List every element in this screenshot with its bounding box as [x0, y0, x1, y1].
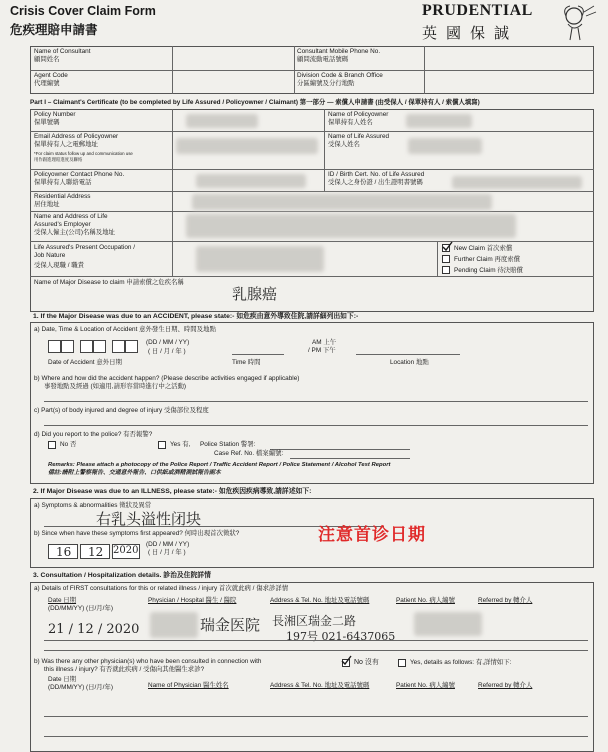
police-yes-checkbox[interactable] [158, 441, 166, 449]
accident-date-format-zh: ( 日 / 月 / 年 ) [148, 348, 186, 355]
major-disease-value: 乳腺癌 [232, 285, 278, 303]
accident-date-label: a) Date, Time & Location of Accident 意外發生日期、時間及地點 [34, 326, 216, 333]
agent-code-label-zh: 代理編號 [34, 80, 60, 87]
consultant-mobile-label-zh: 顧問流動電話號碼 [297, 56, 349, 63]
b-col-address-label: Address & Tel. No. 地址及電話號碼 [270, 682, 370, 689]
symptom-date-format-zh: ( 日 / 月 / 年 ) [148, 549, 186, 556]
redacted-patient-number [414, 612, 482, 636]
b-col-referred-label: Referred by 轉介人 [478, 682, 533, 689]
section2-heading: 2. If Major Disease was due to an ILLNESS, please state:- 如危疾因疾病導致,請詳述如下: [33, 488, 312, 495]
redacted-residential-address [192, 194, 492, 210]
symptom-day-value: 16 [56, 545, 72, 559]
col-date-format: (DD/MM/YY) (日/月/年) [48, 605, 113, 612]
id-number-label-zh: 受保人之身份證 / 出生證明書號碼 [328, 179, 423, 186]
col-address-label: Address & Tel. No. 地址及電話號碼 [270, 597, 370, 604]
policy-number-label: Policy Number [34, 111, 76, 118]
contact-phone-label-zh: 保單持有人聯絡電話 [34, 179, 92, 186]
other-physician-no-label: No 沒有 [354, 659, 379, 666]
police-yes-label: Yes 有, [170, 441, 191, 448]
form-title-zh: 危疾理賠申請書 [10, 23, 98, 37]
b-col-date-format: (DD/MM/YY) (日/月/年) [48, 684, 113, 691]
email-label: Email Address of Policyowner [34, 133, 119, 140]
policyowner-name-label: Name of Policyowner [328, 111, 389, 118]
other-physician-yes-label: Yes, details as follows: 有,詳情如下: [410, 659, 512, 666]
redacted-policy-number [186, 114, 258, 128]
employer-label-zh: 受保人僱主(公司)名稱及地址 [34, 229, 115, 236]
accident-month-box-1[interactable] [80, 340, 93, 353]
symptoms-value: 右乳头溢性闭块 [96, 510, 202, 528]
symptoms-first-appeared-label: b) Since when have these symptoms first appeared? 何時出現首次徵狀? [34, 530, 240, 537]
case-ref-label: Case Ref. No. 檔案編號: [214, 450, 284, 457]
new-claim-label: New Claim 首次索償 [454, 245, 513, 252]
contact-phone-label: Policyowner Contact Phone No. [34, 171, 125, 178]
accident-how-label-zh: 事發地點及經過 (如適用,請形容當時進行中之活動) [44, 383, 187, 390]
pending-claim-label: Pending Claim 待決賠償 [454, 267, 523, 274]
remarks-zh: 備註:請附上警察報告、交通意外報告、口供紙或酒精測試報告副本 [48, 470, 221, 476]
police-no-label: No 否 [60, 441, 77, 448]
email-note-zh: 用作跟進理賠進度及聯絡 [34, 157, 83, 162]
redacted-employer [186, 214, 516, 238]
check-mark-icon [442, 241, 453, 252]
col-physician-label: Physician / Hospital 醫生 / 醫院 [148, 597, 237, 604]
date-of-accident-label: Date of Accident 意外日期 [48, 359, 122, 366]
part1-heading: Part I – Claimant's Certificate (to be completed by Life Assured / Policyowner / Claimant) 第一部分 — 索償人申請書 (由受保人 / 保單持有人 / 索償人填寫) [30, 99, 480, 106]
employer-label-1: Name and Address of Life [34, 213, 108, 220]
time-label: Time 時間 [232, 359, 261, 366]
agent-code-label: Agent Code [34, 72, 68, 79]
redacted-occupation [196, 246, 324, 272]
residential-address-label: Residential Address [34, 193, 91, 200]
form-title-en: Crisis Cover Claim Form [10, 4, 156, 18]
accident-how-label: b) Where and how did the accident happen? (Please describe activities engaged if applicable) [34, 375, 300, 382]
pending-claim-checkbox[interactable] [442, 266, 450, 274]
consultant-name-field[interactable] [172, 47, 293, 69]
redacted-physician-name [150, 612, 198, 638]
redacted-owner-name [406, 114, 472, 128]
b-col-name-label: Name of Physician 醫生姓名 [148, 682, 229, 689]
redacted-id-number [452, 176, 582, 189]
redacted-assured-name [408, 138, 482, 154]
pm-label: / PM 下午 [308, 347, 336, 354]
b-col-date-label: Date 日期 [48, 676, 77, 683]
symptom-date-format: (DD / MM / YY) [146, 541, 190, 548]
police-station-label: Police Station 警署: [200, 441, 256, 448]
remarks-en: Remarks: Please attach a photocopy of the Police Report / Traffic Accident Report / Police Statement / Alcohol Test Report [48, 462, 391, 468]
first-consultation-address-line2: 197号 021-6437065 [286, 630, 396, 643]
accident-day-box-2[interactable] [61, 340, 74, 353]
prudential-logo [420, 2, 600, 46]
brand-name-zh: 英國保誠 [422, 25, 519, 42]
col-date-label: Date 日期 [48, 597, 77, 604]
col-referred-label: Referred by 轉介人 [478, 597, 533, 604]
first-consultation-label: a) Details of FIRST consultations for this or related illness / injury 首次就此病 / 傷求診詳情 [34, 585, 289, 592]
redacted-email [176, 138, 318, 154]
first-consultation-hospital-value: 瑞金医院 [200, 616, 261, 634]
employer-label-2: Assured's Employer [34, 221, 91, 228]
policyowner-name-label-zh: 保單持有人姓名 [328, 119, 373, 126]
further-claim-checkbox[interactable] [442, 255, 450, 263]
first-consultation-address-line1: 長湘区瑞金二路 [272, 614, 357, 628]
section3-heading: 3. Consultation / Hospitalization details. 診治及住院詳情 [33, 572, 211, 579]
occupation-label-2: Job Nature [34, 252, 66, 259]
first-consultation-date-value: 21 / 12 / 2020 [48, 622, 140, 637]
policy-number-label-zh: 保單號碼 [34, 119, 60, 126]
redacted-contact-phone [196, 174, 306, 188]
brand-name-en: PRUDENTIAL [422, 2, 533, 19]
consultant-name-label: Name of Consultant [34, 48, 91, 55]
police-no-checkbox[interactable] [48, 441, 56, 449]
major-disease-label: Name of Major Disease to claim 申請索償之危疾名稱 [34, 279, 184, 286]
accident-date-format: (DD / MM / YY) [146, 339, 190, 346]
further-claim-label: Further Claim 再度索償 [454, 256, 521, 263]
accident-month-box-2[interactable] [93, 340, 106, 353]
location-label: Location 地點 [390, 359, 429, 366]
email-note: *For claim status follow up and communication use [34, 151, 133, 156]
consultant-name-label-zh: 顧問姓名 [34, 56, 60, 63]
check-mark-icon [341, 655, 352, 666]
id-number-label: ID / Birth Cert. No. of Life Assured [328, 171, 425, 178]
email-label-zh: 保單持有人之電郵地址 [34, 141, 98, 148]
section1-heading: 1. If the Major Disease was due to an ACCIDENT, please state:- 如危疾由意外導致住院,請詳細列出如下:- [33, 313, 359, 320]
symptom-month-value: 12 [88, 545, 104, 559]
accident-year-box-1[interactable] [112, 340, 125, 353]
police-report-label: d) Did you report to the police? 有否報警? [34, 431, 153, 438]
first-visit-date-annotation: 注意首诊日期 [318, 525, 426, 544]
other-physician-label-zh: this illness / injury? 有否就此疾病 / 受傷向其他醫生求診? [44, 666, 205, 673]
residential-address-label-zh: 居住地址 [34, 201, 60, 208]
col-patient-label: Patient No. 病人編號 [396, 597, 455, 604]
injury-label: c) Part(s) of body injured and degree of injury 受傷部位及程度 [34, 407, 209, 414]
b-col-patient-label: Patient No. 病人編號 [396, 682, 455, 689]
symptoms-label: a) Symptoms & abnormalities 徵狀及異常 [34, 502, 152, 509]
occupation-label-1: Life Assured's Present Occupation / [34, 244, 136, 251]
other-physician-yes-checkbox[interactable] [398, 659, 406, 667]
life-assured-name-label: Name of Life Assured [328, 133, 390, 140]
symptom-year-value: 2020 [113, 545, 139, 556]
am-label: AM 上午 [312, 339, 337, 346]
accident-year-box-2[interactable] [125, 340, 138, 353]
occupation-label-zh: 受保人現職 / 職責 [34, 262, 85, 269]
consultant-mobile-label: Consultant Mobile Phone No. [297, 48, 381, 55]
accident-day-box-1[interactable] [48, 340, 61, 353]
agent-code-field[interactable] [172, 71, 293, 93]
life-assured-name-label-zh: 受保人姓名 [328, 141, 360, 148]
other-physician-label: b) Was there any other physician(s) who have been consulted in connection with [34, 658, 262, 665]
division-code-label-zh: 分區編號及分行地點 [297, 80, 355, 87]
division-code-label: Division Code & Branch Office [297, 72, 383, 79]
prudence-figure-icon [548, 2, 598, 42]
